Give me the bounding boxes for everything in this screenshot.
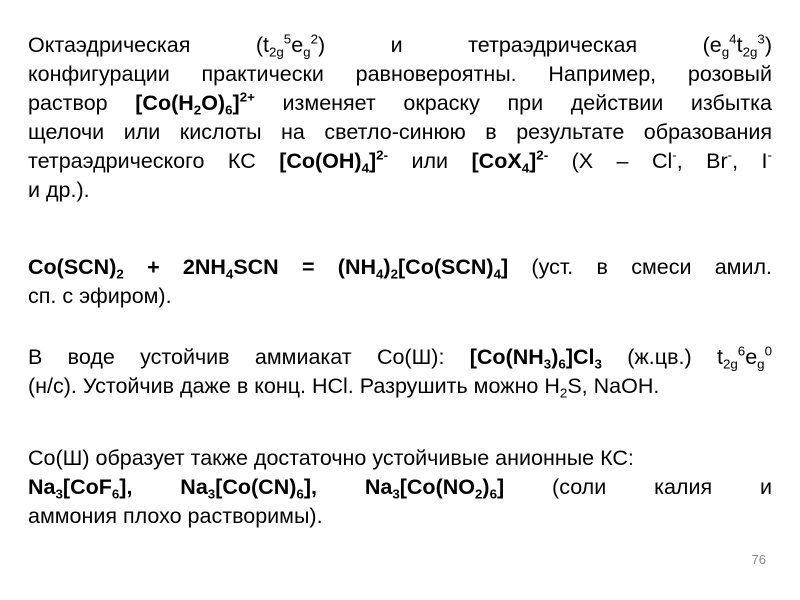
reaction-equation: $Co(SCN)_2 + 2NH_4SCN = (NH_4)_2[Co(SCN)_4]$ xyxy=(28,255,509,282)
formula-na3-co-no2-6: $Na_3[Co(NO_2)_6]$ xyxy=(364,475,505,502)
text-run: и xyxy=(390,33,403,57)
formula-t2g5eg2: $(t_{2g}^5e_g^2)$ xyxy=(255,31,326,60)
halide-list: (X – Cl-, Br-, I- xyxy=(571,147,772,173)
paragraph-octahedral-tetrahedral xyxy=(28,31,772,205)
text-line: В воде устойчив аммиакат Co(Ш): $[Co(NH_3)_6]Cl_3$ (ж.цв.) $t_{2g}^6e_g^0$ xyxy=(28,343,772,372)
formula-eg4t2g3: $(e_g^4t_{2g}^3)$ xyxy=(702,31,772,60)
formula-co-nh3-6-cl3: $[Co(NH_3)_6]Cl_3$ xyxy=(469,345,602,372)
text-line: раствор $[Co(H_2O)_6]^{2+}$ изменяет окраску при действии избытка xyxy=(28,89,772,118)
paragraph-ammine xyxy=(28,343,772,401)
formula-na3-cof6: $Na_3[CoF_6]$, xyxy=(28,475,133,502)
text-line: щелочи или кислоты на светло-синюю в результате образования xyxy=(28,120,772,144)
text-line: сп. с эфиром). xyxy=(28,284,172,308)
page-number: 76 xyxy=(751,552,766,567)
text-run: тетраэдрическая xyxy=(468,33,638,57)
text-run: Октаэдрическая xyxy=(28,33,191,57)
formula-co-oh4: $[Co(OH)_4]^{2-}$ xyxy=(279,147,389,176)
text-line: $Na_3[CoF_6]$, $Na_3[Co(CN)_6]$, $Na_3[Co(NO_2)_6]$ (соли калия и xyxy=(28,475,773,502)
formula-cox4: $[CoX_4]^{2-}$ xyxy=(471,147,549,176)
formula-t2g6eg0: $t_{2g}^6e_g^0$ xyxy=(716,343,772,372)
paragraph-reaction xyxy=(28,253,772,311)
reaction-line: $Co(SCN)_2 + 2NH_4SCN = (NH_4)_2[Co(SCN)_4]$ (уст. в смеси амил. xyxy=(28,255,772,282)
text-line: конфигурации практически равновероятны. Например, розовый xyxy=(28,62,772,86)
paragraph-anionic xyxy=(28,444,772,531)
formula-co-h2o6: $[Co(H_2O)_6]^{2+}$ xyxy=(135,89,255,118)
text-line xyxy=(28,31,772,60)
text-line: аммония плохо растворимы). xyxy=(28,504,323,528)
text-line: тетраэдрического КС $[Co(OH)_4]^{2-}$ или $[CoX_4]^{2-}$ (X – Cl-, Br-, I- xyxy=(28,147,772,176)
text-line: и др.). xyxy=(28,178,90,202)
text-line: Co(Ш) образует также достаточно устойчивые анионные КС: xyxy=(28,446,634,470)
text-line: (н/с). Устойчив даже в конц. HCl. Разрушить можно $H_2S$, NaOH. xyxy=(28,374,660,401)
formula-na3-co-cn6: $Na_3[Co(CN)_6]$, xyxy=(180,475,317,502)
